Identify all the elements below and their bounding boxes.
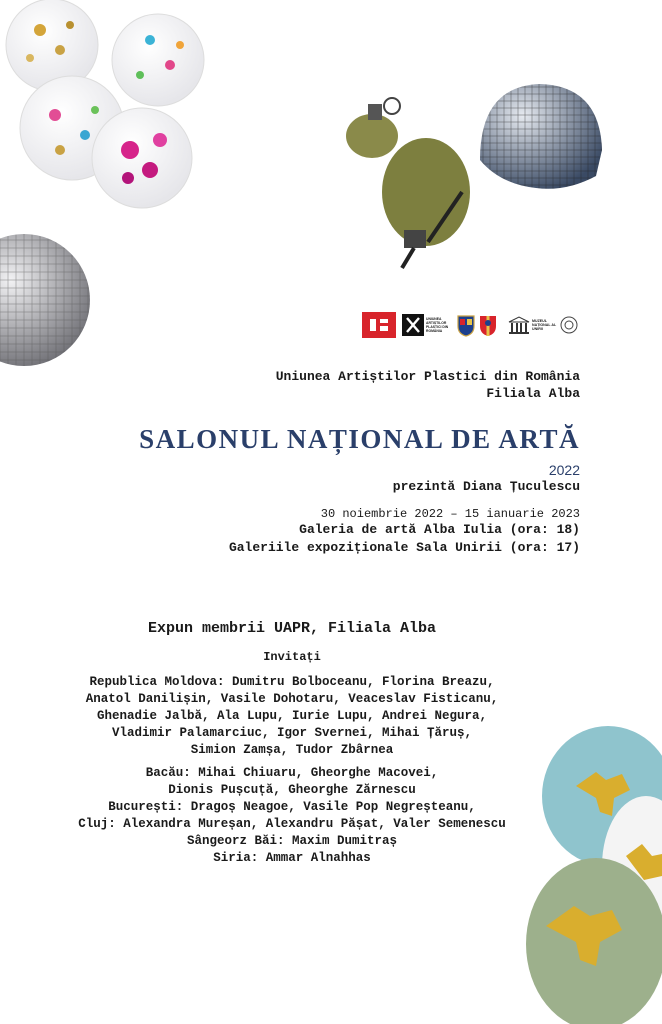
organizer-branch: Filiala Alba bbox=[486, 386, 580, 401]
guest-line: Dionis Pușcuță, Gheorghe Zărnescu bbox=[168, 783, 416, 797]
guest-line: Simion Zamșa, Tudor Zbârnea bbox=[190, 743, 394, 757]
logo-alba-county bbox=[478, 312, 498, 338]
curator-line: prezintă Diana Țuculescu bbox=[392, 479, 580, 494]
event-year: 2022 bbox=[548, 462, 580, 478]
guests-romania bbox=[0, 765, 584, 867]
logo-uap bbox=[402, 312, 458, 338]
organizer bbox=[276, 368, 580, 402]
logo-museum-label: MUZEUL NAȚIONAL AL UNIRII bbox=[532, 318, 557, 332]
guest-line: București: Dragoș Neagoe, Vasile Pop Negreșteanu, bbox=[108, 800, 476, 814]
guest-line: Ghenadie Jalbă, Ala Lupu, Iurie Lupu, Andrei Negura, bbox=[96, 709, 488, 723]
exhibitors-line: Expun membrii UAPR, Filiala Alba bbox=[147, 620, 437, 637]
guest-line: Republica Moldova: Dumitru Bolboceanu, Florina Breazu, bbox=[89, 675, 495, 689]
event-dates: 30 noiembrie 2022 – 15 ianuarie 2023 bbox=[320, 507, 580, 521]
guest-line: Sângeorz Băi: Maxim Dumitraș bbox=[186, 834, 398, 848]
guest-line: Bacău: Mihai Chiuaru, Gheorghe Macovei, bbox=[145, 766, 439, 780]
guest-line: Cluj: Alexandra Mureșan, Alexandru Pășat, Valer Semenescu bbox=[78, 817, 506, 831]
guests-heading: Invitați bbox=[263, 650, 321, 664]
logo-national-museum bbox=[508, 312, 580, 338]
page-title: SALONUL NAȚIONAL DE ARTĂ bbox=[139, 424, 580, 454]
logo-ministry-culture bbox=[362, 312, 396, 338]
guests-moldova bbox=[0, 674, 584, 759]
guest-line: Anatol Danilișin, Vasile Dohotaru, Veaceslav Fisticanu, bbox=[85, 692, 499, 706]
logo-coat-of-arms bbox=[456, 312, 476, 338]
guest-line: Vladimir Palamarciuc, Igor Svernei, Mihai Țăruș, bbox=[111, 726, 473, 740]
logo-uap-label: UNIUNEA ARTIȘTILOR PLASTICI DIN ROMÂNIA bbox=[426, 317, 449, 333]
disco-helmet-image bbox=[476, 80, 606, 200]
grenades-image bbox=[340, 92, 475, 272]
confetti-balloons-image bbox=[0, 0, 210, 215]
unicorn-balloons-image bbox=[526, 716, 662, 1024]
venue-1: Galeria de artă Alba Iulia (ora: 18) bbox=[299, 522, 580, 537]
venue-2: Galeriile expoziționale Sala Unirii (ora: 17) bbox=[228, 540, 580, 555]
guest-line: Siria: Ammar Alnahhas bbox=[213, 851, 371, 865]
organizer-name: Uniunea Artiștilor Plastici din România bbox=[275, 369, 580, 384]
sponsor-logos bbox=[360, 312, 580, 342]
disco-ball-image bbox=[0, 232, 92, 368]
